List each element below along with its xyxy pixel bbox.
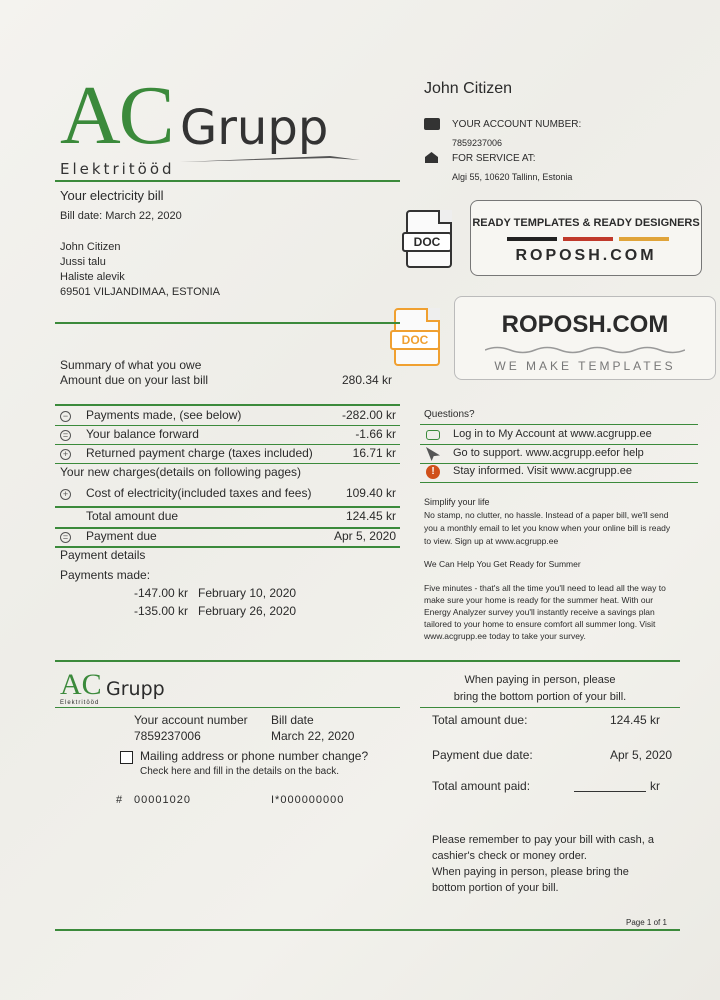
address-line: John Citizen <box>60 241 121 253</box>
payment-date: February 10, 2020 <box>198 586 297 600</box>
ref-hash: # <box>116 794 123 806</box>
last-bill-value: 280.34 kr <box>342 373 393 387</box>
reminder-line: cashier's check or money order. <box>432 850 587 862</box>
payments-made-title: Payments made: <box>60 568 151 582</box>
stub-paid-unit: kr <box>650 779 660 793</box>
watermark-banner-1 <box>470 200 702 276</box>
payment-details-title: Payment details <box>60 548 146 562</box>
address-line: Jussi talu <box>60 256 106 268</box>
balance-label: Your balance forward <box>86 427 199 441</box>
row-divider <box>420 444 698 445</box>
question-item <box>424 446 700 464</box>
questions-title: Questions? <box>424 409 475 420</box>
reminder-line: bottom portion of your bill. <box>432 882 559 894</box>
new-charges-label: Your new charges(details on following pages) <box>60 465 302 479</box>
summer-line: make sure your home is ready for the summer heat. With our <box>424 595 654 605</box>
stub-logo-grupp: Grupp <box>106 678 165 700</box>
simplify-text <box>424 509 704 548</box>
plus-icon: + <box>60 449 71 460</box>
row-divider <box>55 506 400 508</box>
in-person-line: bring the bottom portion of your bill. <box>453 691 627 703</box>
last-bill-label: Amount due on your last bill <box>60 373 209 387</box>
folder-icon <box>424 118 440 130</box>
payment-due-value: Apr 5, 2020 <box>333 529 396 543</box>
mailing-change-hint: Check here and fill in the details on the back. <box>140 766 340 777</box>
logo-ac: AC <box>60 69 173 162</box>
home-icon <box>425 152 438 163</box>
cost-value: 109.40 kr <box>345 486 396 500</box>
question-item-label: Log in to My Account at www.acgrupp.ee <box>453 428 652 440</box>
page-number: Page 1 of 1 <box>626 918 667 927</box>
logo-grupp: Grupp <box>180 100 329 156</box>
question-item <box>424 427 700 445</box>
simplify-title: Simplify your life <box>424 497 490 507</box>
question-item-label: Go to support. www.acgrupp.eefor help <box>453 447 644 459</box>
header-divider <box>55 180 400 182</box>
summer-line: tailored to your home to ensure comfort all summer long. Visit <box>424 619 656 629</box>
summary-divider <box>55 404 400 406</box>
total-row <box>58 509 396 527</box>
returned-value: 16.71 kr <box>352 446 396 460</box>
logo-swoosh <box>180 152 360 166</box>
logo-subtitle: Elektritööd <box>60 160 175 178</box>
payment-amount: -135.00 kr <box>134 604 189 618</box>
row-divider <box>420 482 698 483</box>
simplify-line: to view. Sign up at www.acgrupp.ee <box>424 536 559 546</box>
stub-bill-date-label: Bill date <box>271 713 314 727</box>
mailing-change-label: Mailing address or phone number change? <box>140 749 369 763</box>
balance-row <box>58 427 396 445</box>
doc-label: DOC <box>402 232 452 252</box>
payment-amount: -147.00 kr <box>134 586 189 600</box>
ref-number: 00001020 <box>134 794 191 806</box>
reminder-text <box>432 832 654 896</box>
footer-divider <box>55 929 680 931</box>
doc-file-icon-orange <box>394 308 440 366</box>
banner1-site: ROPOSH.COM <box>515 247 657 264</box>
in-person-line: When paying in person, please <box>464 674 616 686</box>
payments-row <box>58 408 396 426</box>
simplify-line: No stamp, no clutter, no hassle. Instead of a paper bill, we'll send <box>424 510 669 520</box>
reminder-line: Please remember to pay your bill with cash, a <box>432 834 654 846</box>
simplify-line: you a monthly email to let you know when your online bill is ready <box>424 523 671 533</box>
stub-logo-sub: Elektritööd <box>60 700 100 706</box>
total-value: 124.45 kr <box>345 509 396 523</box>
customer-address <box>60 240 220 300</box>
summer-text <box>424 582 704 642</box>
banner2-tagline: WE MAKE TEMPLATES <box>494 359 676 373</box>
stub-right-divider <box>420 707 680 708</box>
cost-row <box>58 486 396 504</box>
total-label: Total amount due <box>86 509 179 523</box>
stub-account-number: 7859237006 <box>134 729 201 743</box>
stub-logo-underline <box>55 707 400 708</box>
doc-label-orange: DOC <box>390 330 440 350</box>
info-icon: ! <box>426 465 440 479</box>
payment-due-label: Payment due <box>86 529 157 543</box>
equals-icon: = <box>60 532 71 543</box>
in-person-note <box>420 672 660 706</box>
address-line: Haliste alevik <box>60 271 125 283</box>
doc-file-icon <box>406 210 452 268</box>
banner1-color-stripes <box>507 237 669 241</box>
address-divider <box>55 322 400 324</box>
chat-icon <box>426 430 440 440</box>
service-label: FOR SERVICE AT: <box>452 153 536 164</box>
address-line: 69501 VILJANDIMAA, ESTONIA <box>60 286 220 298</box>
returned-row <box>58 446 396 464</box>
row-divider <box>55 444 400 445</box>
banner2-wave <box>485 345 685 355</box>
banner1-title: READY TEMPLATES & READY DESIGNERS <box>472 217 700 229</box>
cost-label: Cost of electricity(included taxes and fees) <box>86 486 312 500</box>
watermark-banner-2 <box>454 296 716 380</box>
row-divider <box>55 425 400 426</box>
customer-name: John Citizen <box>424 80 513 97</box>
payments-label: Payments made, (see below) <box>86 408 242 422</box>
stub-total-due-label: Total amount due: <box>432 713 528 727</box>
summary-title: Summary of what you owe <box>60 358 202 372</box>
mailing-change-checkbox[interactable] <box>120 751 133 764</box>
stub-total-due-value: 124.45 kr <box>610 713 661 727</box>
bill-title: Your electricity bill <box>60 188 164 203</box>
logo <box>60 69 360 184</box>
ref-code: I*000000000 <box>271 794 345 806</box>
payment-due-row <box>58 529 396 547</box>
bill-date: Bill date: March 22, 2020 <box>60 210 182 222</box>
cursor-icon <box>426 447 440 461</box>
service-address: Algi 55, 10620 Tallinn, Estonia <box>452 172 573 182</box>
minus-icon: − <box>60 411 71 422</box>
account-number: 7859237006 <box>452 138 503 148</box>
stub-due-date-label: Payment due date: <box>432 748 533 762</box>
summer-line: Energy Analyzer survey you'll instantly receive a savings plan <box>424 607 655 617</box>
stub-bill-date: March 22, 2020 <box>271 729 355 743</box>
stub-due-date-value: Apr 5, 2020 <box>610 748 673 762</box>
payments-value: -282.00 kr <box>341 408 396 422</box>
reminder-line: When paying in person, please bring the <box>432 866 629 878</box>
banner2-site: ROPOSH.COM <box>501 311 669 338</box>
stub-account-label: Your account number <box>134 713 248 727</box>
question-item <box>424 464 700 482</box>
returned-label: Returned payment charge (taxes included) <box>86 446 313 460</box>
questions-divider <box>420 424 698 425</box>
payment-date: February 26, 2020 <box>198 604 297 618</box>
account-label: YOUR ACCOUNT NUMBER: <box>452 119 582 130</box>
stub-divider <box>55 660 680 662</box>
summer-line: www.acgrupp.ee today to take your survey. <box>424 631 586 641</box>
plus-icon: + <box>60 489 71 500</box>
question-item-label: Stay informed. Visit www.acgrupp.ee <box>453 465 632 477</box>
equals-icon: = <box>60 430 71 441</box>
stub-paid-label: Total amount paid: <box>432 779 531 793</box>
balance-value: -1.66 kr <box>355 427 396 441</box>
summer-line: Five minutes - that's all the time you'll need to lead all the way to <box>424 583 666 593</box>
summer-title: We Can Help You Get Ready for Summer <box>424 559 581 569</box>
stub-paid-input[interactable] <box>574 791 646 792</box>
row-divider <box>55 463 400 464</box>
stub-logo-ac: AC <box>60 668 102 701</box>
